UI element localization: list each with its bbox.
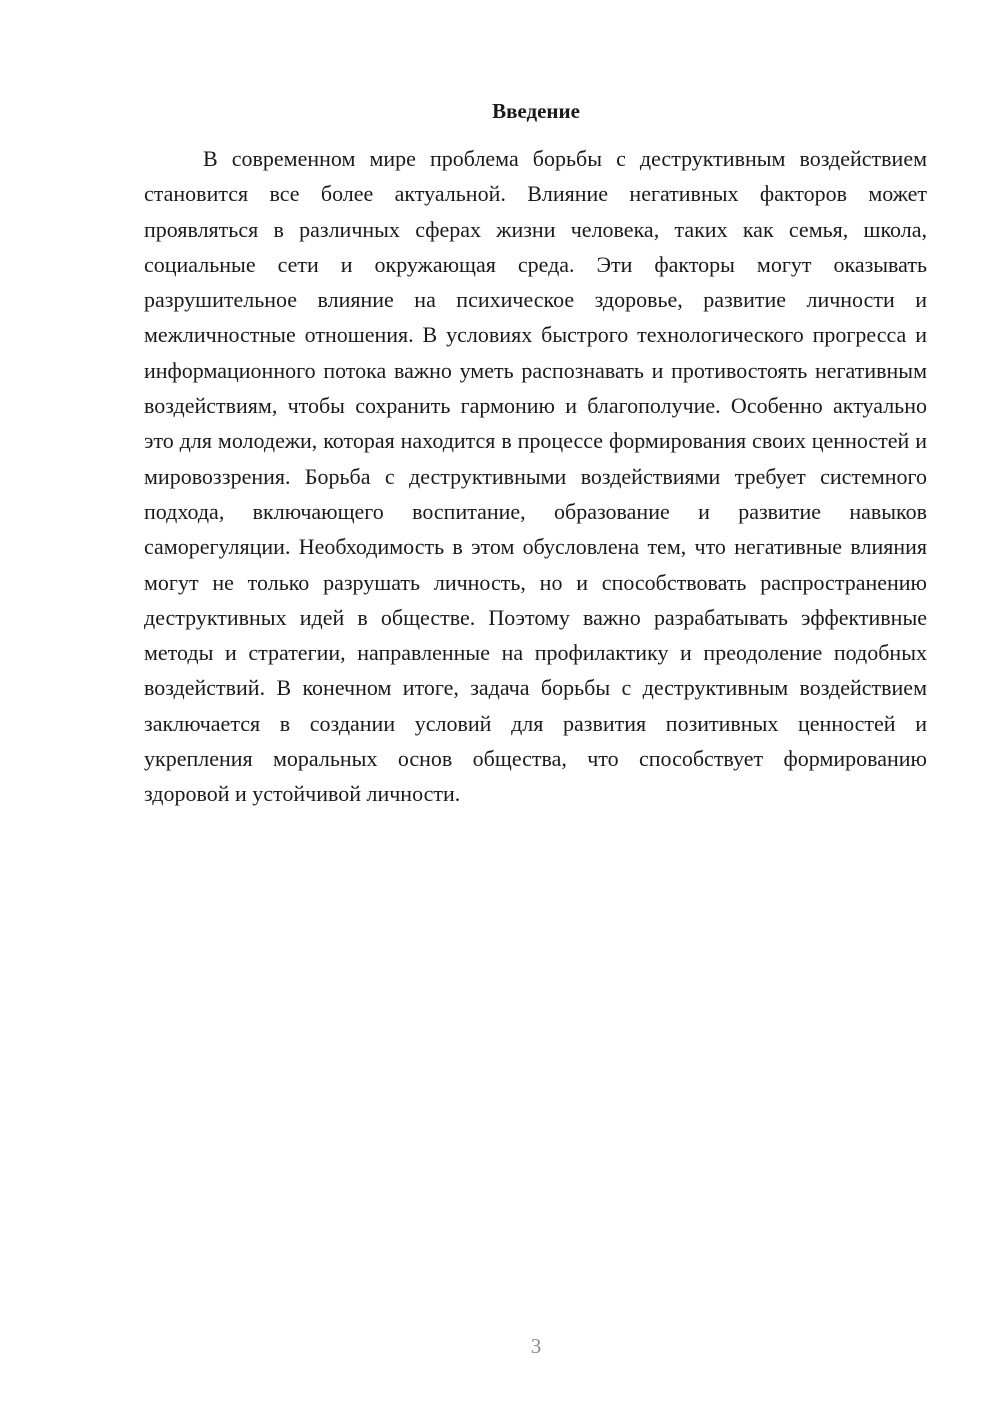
page-number: 3 — [530, 1334, 542, 1358]
section-title: Введение — [492, 99, 580, 123]
body-paragraph: В современном мире проблема борьбы с деструктивным воздействием становится все более актуальной. Влияние негативных факторов может проявляться в различных сферах жизни человека, таких как семья, школа, социальные сети и окружающая среда. Эти факторы могут оказывать разрушительное влияние на психическое здоровье, развитие личности и межличностные отношения. В условиях быстрого технологического прогресса и информационного потока важно уметь распознавать и противостоять негативным воздействиям, чтобы сохранить гармонию и благополучие. Особенно актуально это для молодежи, которая находится в процессе формирования своих ценностей и мировоззрения. Борьба с деструктивными воздействиями требует системного подхода, включающего воспитание, образование и развитие навыков саморегуляции. Необходимость в этом обусловлена тем, что негативные влияния могут не только разрушать личность, но и способствовать распространению деструктивных идей в обществе. Поэтому важно разрабатывать эффективные методы и стратегии, направленные на профилактику и преодоление подобных воздействий. В конечном итоге, задача борьбы с деструктивным воздействием заключается в создании условий для развития позитивных ценностей и укрепления моральных основ общества, что способствует формированию здоровой и устойчивой личности. — [144, 146, 927, 807]
